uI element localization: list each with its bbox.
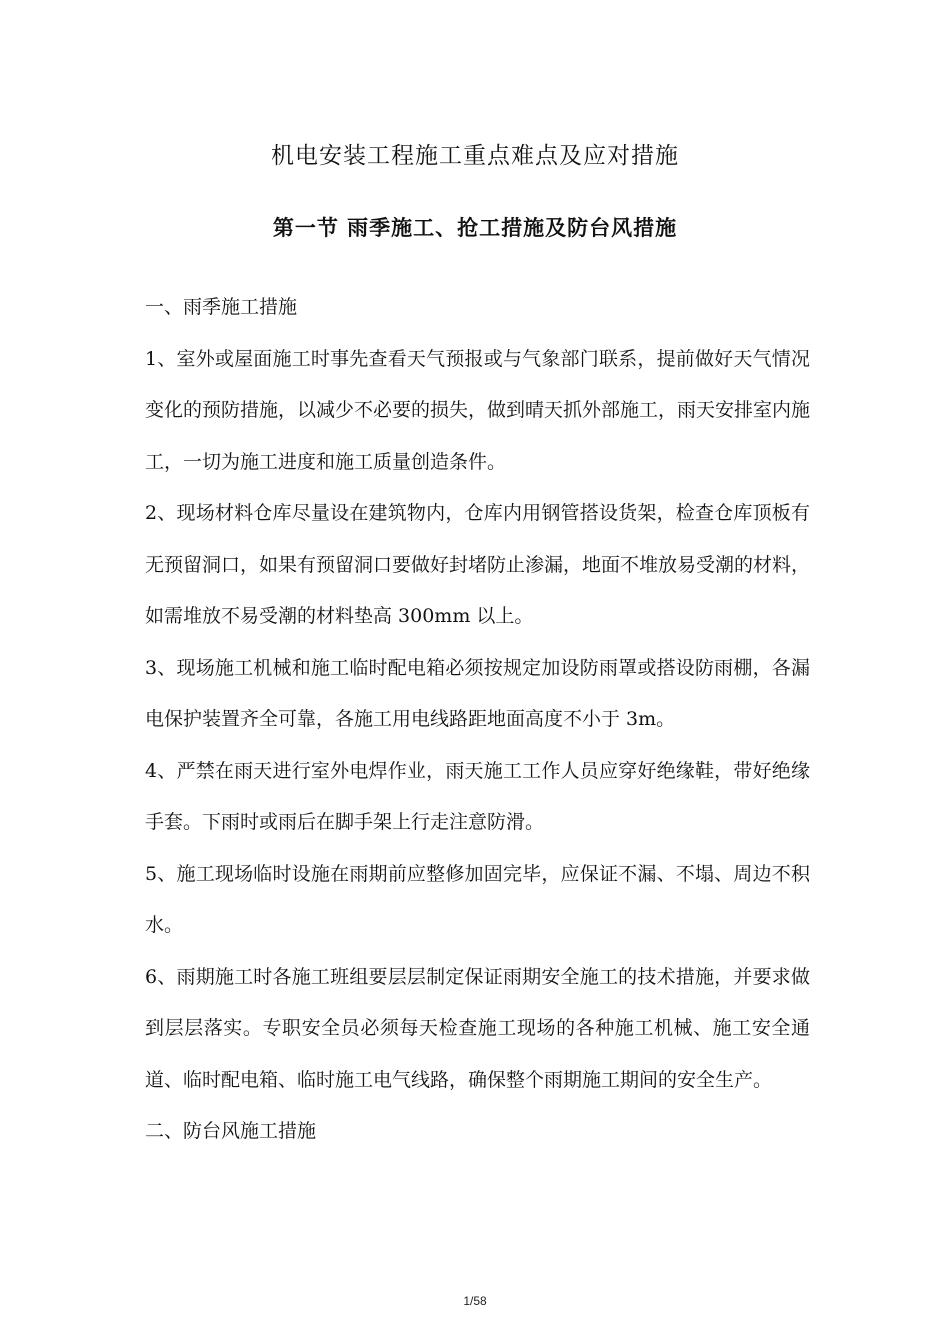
paragraph-item-4: 4、严禁在雨天进行室外电焊作业，雨天施工工作人员应穿好绝缘鞋，带好绝缘手套。下雨时或雨后在脚手架上行走注意防滑。 [145,759,810,833]
document-title: 机电安装工程施工重点难点及应对措施 [271,143,679,169]
page-number: 1/58 [463,1294,487,1308]
document-body [145,282,810,1158]
paragraph-item-2: 2、现场材料仓库尽量设在建筑物内，仓库内用钢管搭设货架，检查仓库顶板有无预留洞口，如果有预留洞口要做好封堵防止渗漏，地面不堆放易受潮的材料，如需堆放不易受潮的材料垫高 300mm 以上。 [145,502,811,627]
paragraph-item-3: 3、现场施工机械和施工临时配电箱必须按规定加设防雨罩或搭设防雨棚，各漏电保护装置齐全可靠，各施工用电线路距地面高度不小于 3m。 [145,656,810,730]
subsection-heading-rainy-season: 一、雨季施工措施 [145,296,298,318]
paragraph-item-5: 5、施工现场临时设施在雨期前应整修加固完毕，应保证不漏、不塌、周边不积水。 [145,862,810,936]
subsection-heading-typhoon: 二、防台风施工措施 [145,1120,317,1142]
paragraph-item-1: 1、室外或屋面施工时事先查看天气预报或与气象部门联系，提前做好天气情况变化的预防措施，以减少不必要的损失，做到晴天抓外部施工，雨天安排室内施工，一切为施工进度和施工质量创造条件。 [145,347,811,473]
paragraph-item-6: 6、雨期施工时各施工班组要层层制定保证雨期安全施工的技术措施，并要求做到层层落实。专职安全员必须每天检查施工现场的各种施工机械、施工安全通道、临时配电箱、临时施工电气线路，确保整个雨期施工期间的安全生产。 [145,965,810,1091]
section-heading: 第一节 雨季施工、抢工措施及防台风措施 [272,216,678,240]
